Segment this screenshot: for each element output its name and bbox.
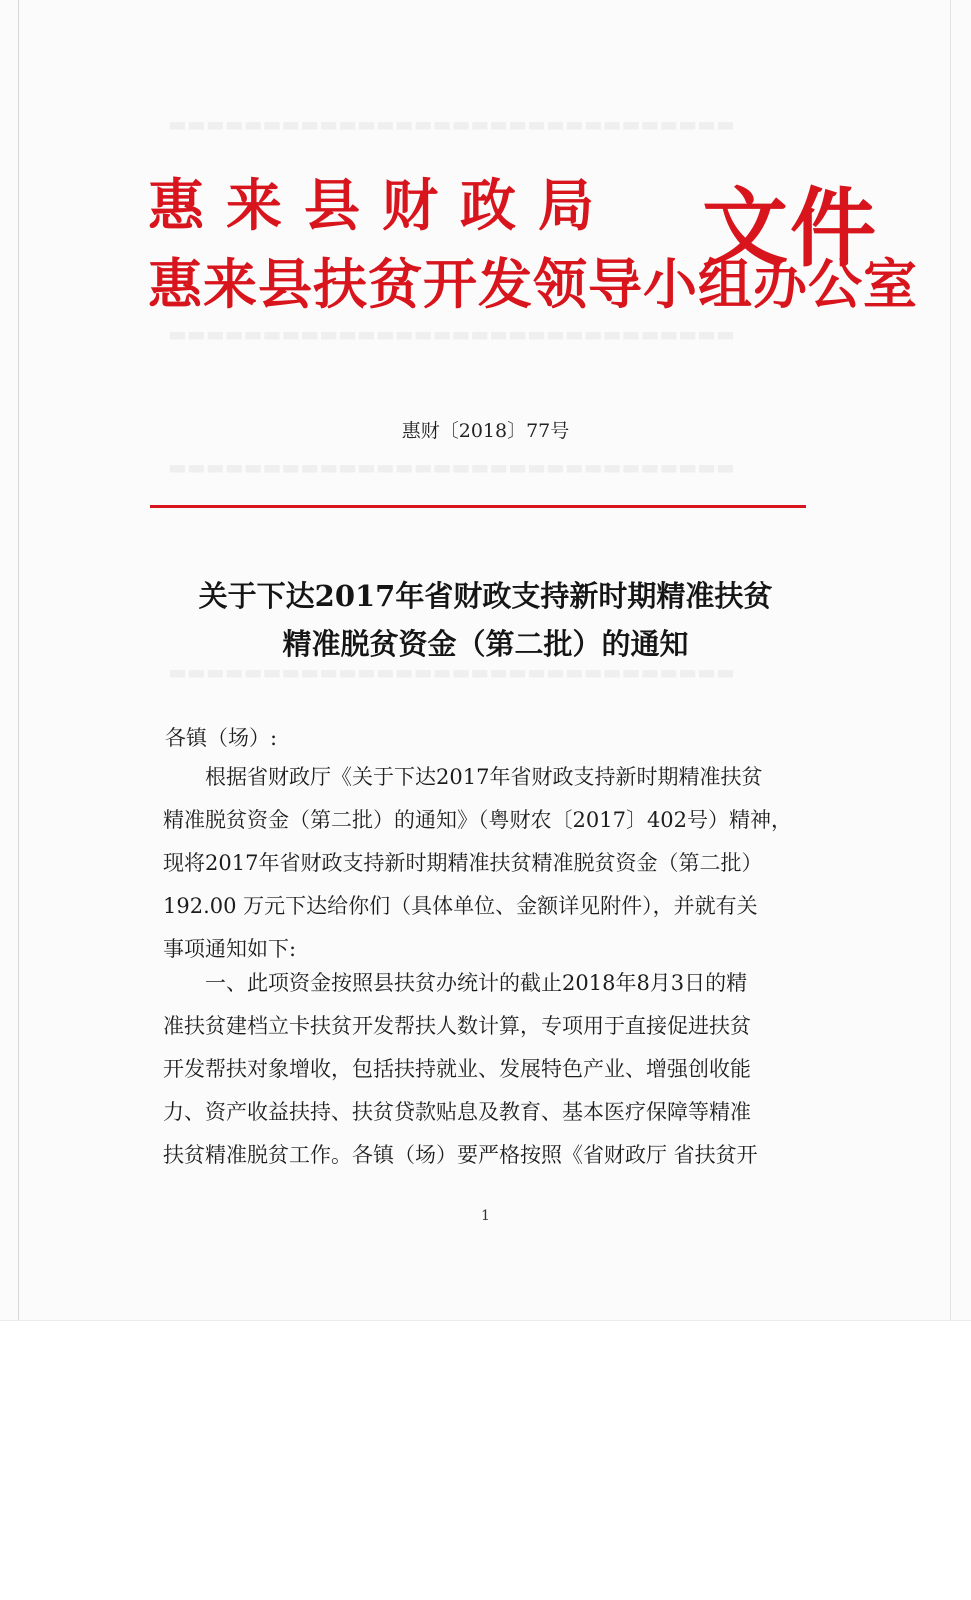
scan-left-edge [18,0,19,1320]
paragraph-line: 192.00 万元下达给你们（具体单位、金额详见附件），并就有关 [163,894,758,918]
paragraph-line: 开发帮扶对象增收，包括扶持就业、发展特色产业、增强创收能 [163,1057,751,1081]
notice-title-line-1: 关于下达2017年省财政支持新时期精准扶贫 [198,579,773,613]
paragraph-line: 根据省财政厅《关于下达2017年省财政支持新时期精准扶贫 [205,765,763,789]
notice-title-line-2: 精准脱贫资金（第二批）的通知 [282,627,689,661]
page-number: 1 [481,1208,490,1224]
red-separator-rule [150,505,806,508]
scan-right-edge [950,0,951,1320]
paragraph-line: 事项通知如下: [163,937,297,961]
paragraph-2 [163,962,809,1177]
show-through-artifact: ▬▬▬▬▬▬▬▬▬▬▬▬▬▬▬▬▬▬▬▬▬▬▬▬▬▬▬▬▬▬ [168,660,735,684]
show-through-artifact: ▬▬▬▬▬▬▬▬▬▬▬▬▬▬▬▬▬▬▬▬▬▬▬▬▬▬▬▬▬▬ [168,322,735,346]
paragraph-line: 力、资产收益扶持、扶贫贷款贴息及教育、基本医疗保障等精准 [163,1100,751,1124]
paragraph-1 [163,756,809,971]
show-through-artifact: ▬▬▬▬▬▬▬▬▬▬▬▬▬▬▬▬▬▬▬▬▬▬▬▬▬▬▬▬▬▬ [168,455,735,479]
document-number: 惠财〔2018〕77号 [401,420,570,442]
issuer-line-1: 惠来县财政局 [148,173,616,239]
salutation: 各镇（场）: [165,726,278,750]
scan-bottom-edge [0,1320,971,1321]
show-through-artifact: ▬▬▬▬▬▬▬▬▬▬▬▬▬▬▬▬▬▬▬▬▬▬▬▬▬▬▬▬▬▬ [168,112,735,136]
paragraph-line: 现将2017年省财政支持新时期精准扶贫精准脱贫资金（第二批） [163,851,763,875]
paragraph-line: 精准脱贫资金（第二批）的通知》（粤财农〔2017〕402号）精神， [163,808,793,832]
paragraph-line: 一、此项资金按照县扶贫办统计的截止2018年8月3日的精 [205,971,748,995]
issuer-line-2: 惠来县扶贫开发领导小组办公室 [148,252,918,316]
doc-type-label: 文件 [702,178,878,279]
paragraph-line: 准扶贫建档立卡扶贫开发帮扶人数计算，专项用于直接促进扶贫 [163,1014,751,1038]
paragraph-line: 扶贫精准脱贫工作。各镇（场）要严格按照《省财政厅 省扶贫开 [163,1143,758,1167]
